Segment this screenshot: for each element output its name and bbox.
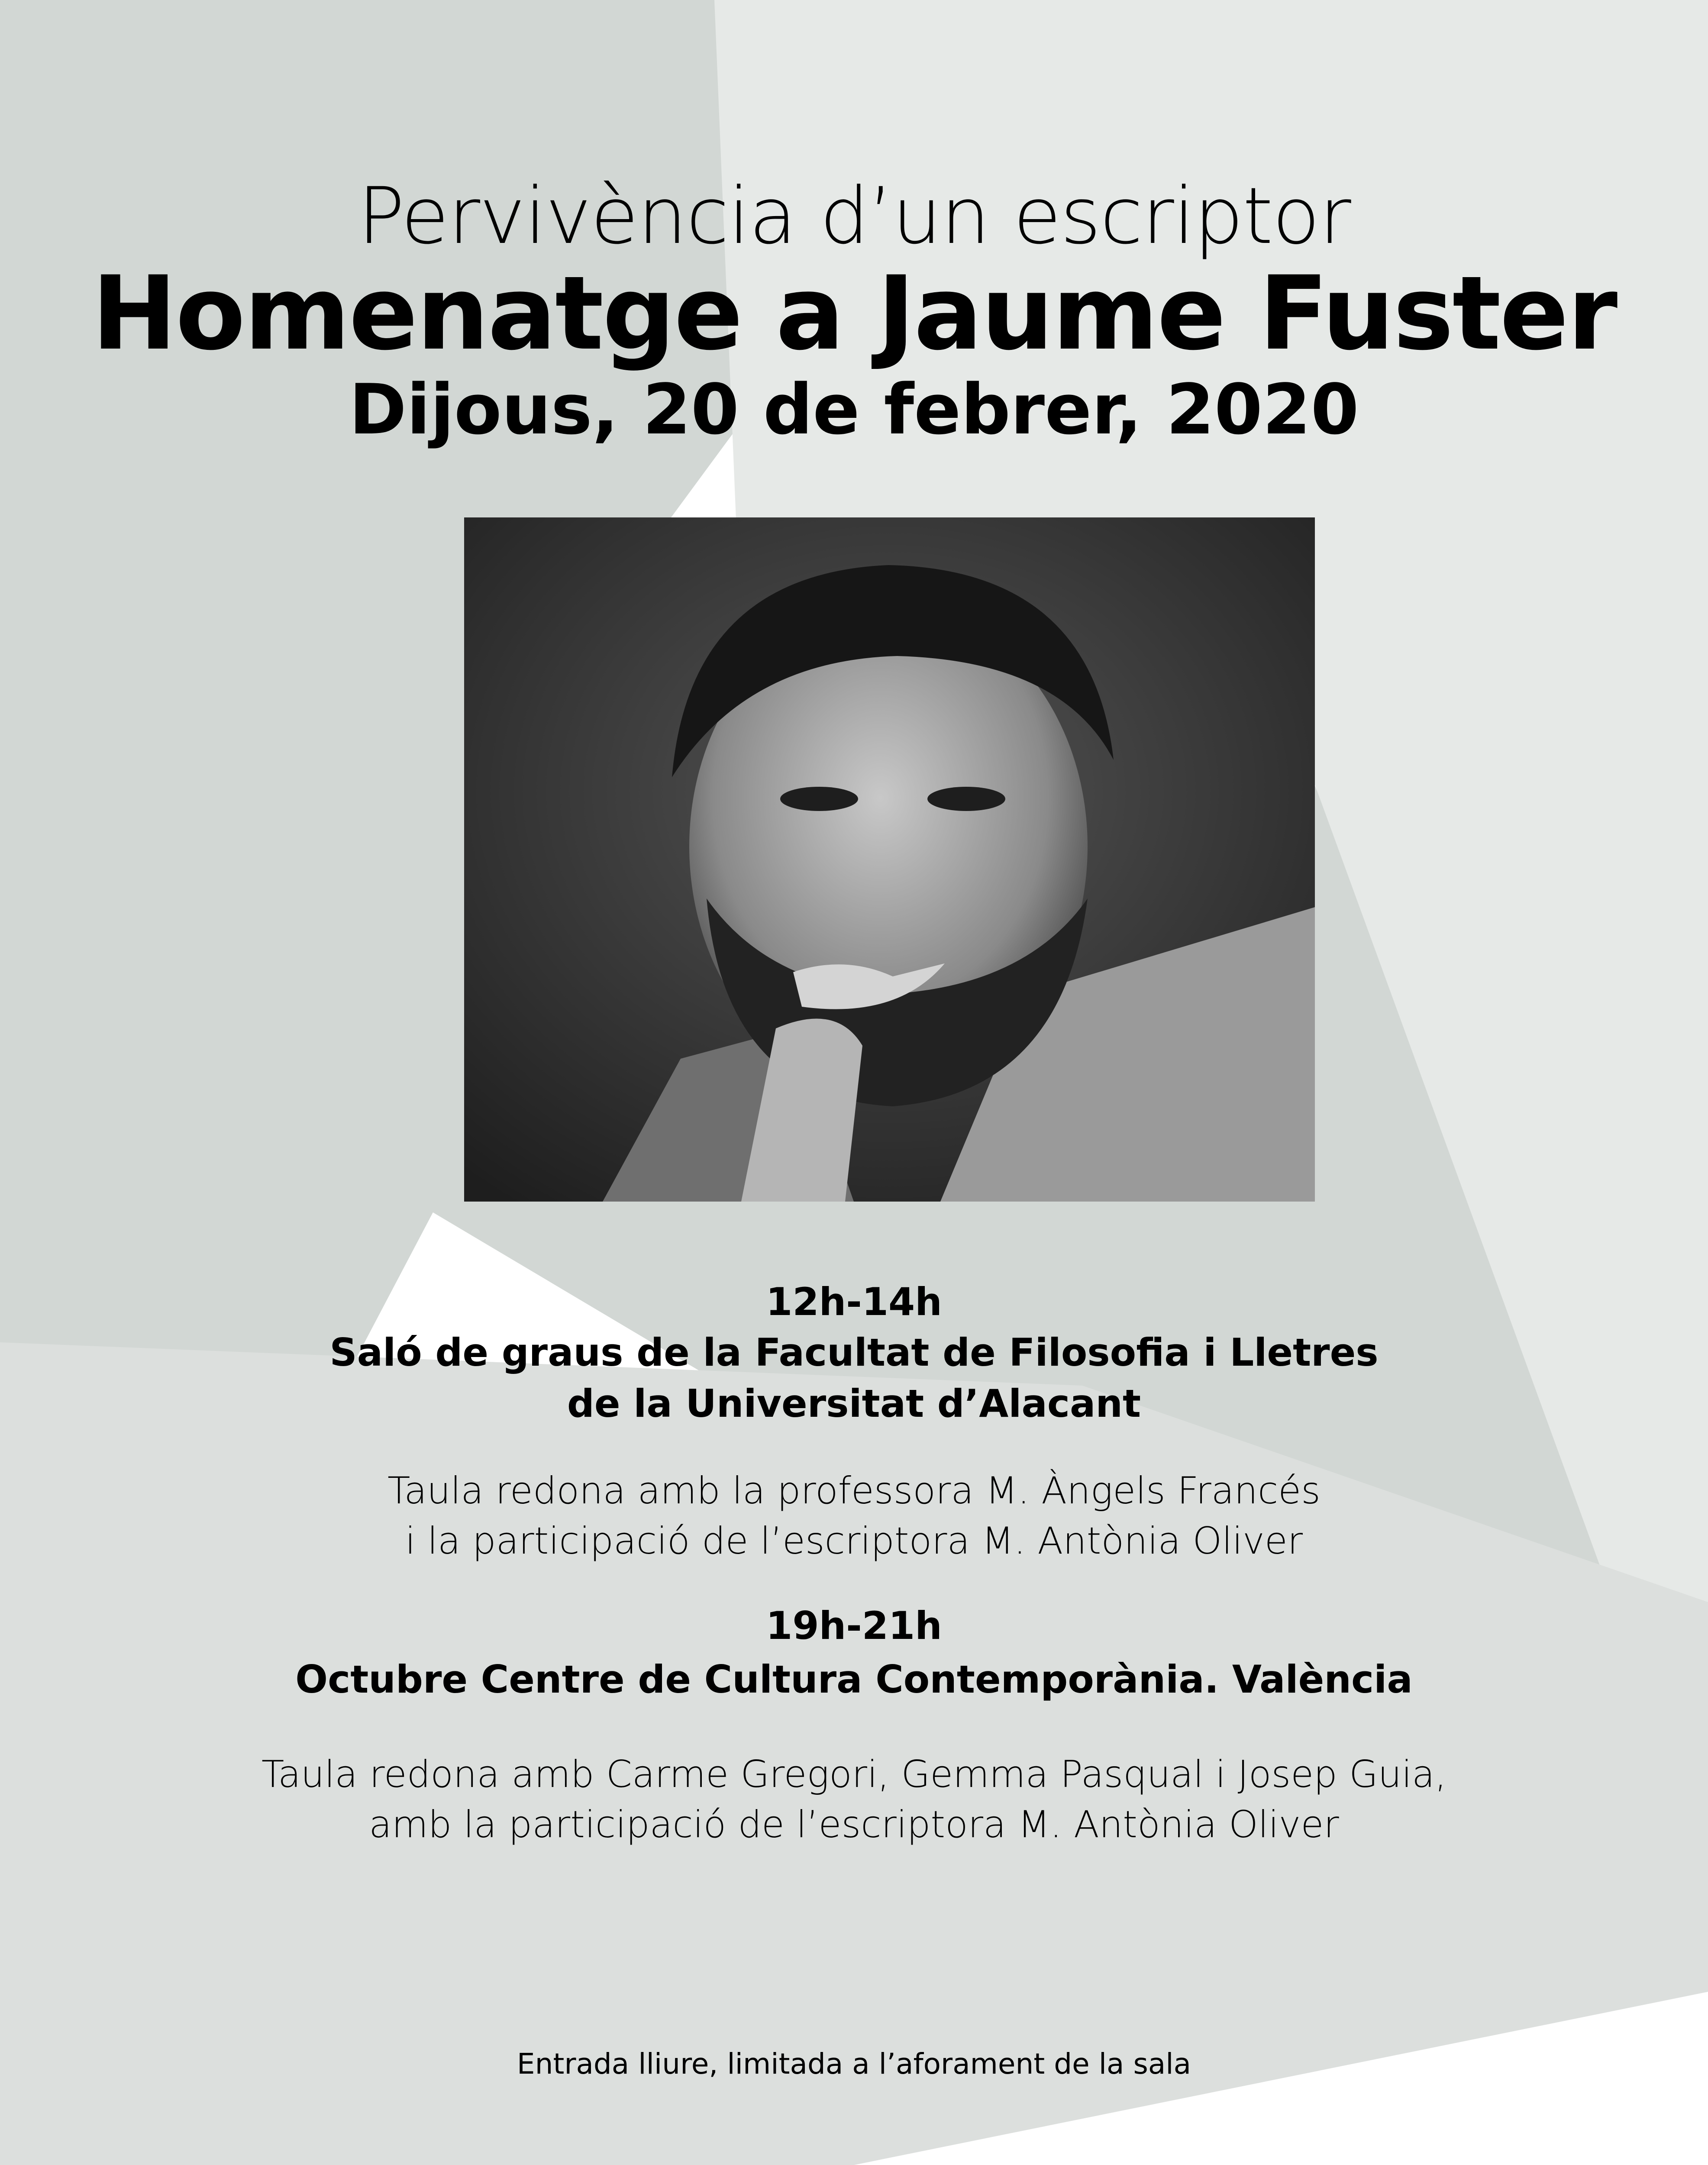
session-1-description-line-1: Taula redona amb la professora M. Àngels Francés: [387, 1469, 1321, 1512]
event-date: Dijous, 20 de febrer, 2020: [349, 369, 1359, 450]
entry-note: Entrada lliure, limitada a l’aforament de la sala: [517, 2047, 1191, 2081]
session-1-place-line-2: de la Universitat d’Alacant: [567, 1381, 1141, 1426]
event-subtitle: Pervivència d’un escriptor: [358, 171, 1350, 262]
session-1-description-line-2: i la participació de l’escriptora M. Antònia Oliver: [405, 1519, 1303, 1563]
session-2-description-line-1: Taula redona amb Carme Gregori, Gemma Pasqual i Josep Guia,: [261, 1753, 1447, 1796]
session-2-time: 19h-21h: [766, 1603, 942, 1648]
session-1-place-line-1: Saló de graus de la Facultat de Filosofia i Lletres: [329, 1330, 1379, 1375]
session-2-place: Octubre Centre de Cultura Contemporània. València: [295, 1657, 1413, 1702]
event-title: Homenatge a Jaume Fuster: [91, 255, 1617, 373]
session-1-time: 12h-14h: [766, 1280, 942, 1324]
session-2-description-line-2: amb la participació de l’escriptora M. Antònia Oliver: [369, 1803, 1339, 1846]
author-portrait-photo: [464, 517, 1315, 1202]
